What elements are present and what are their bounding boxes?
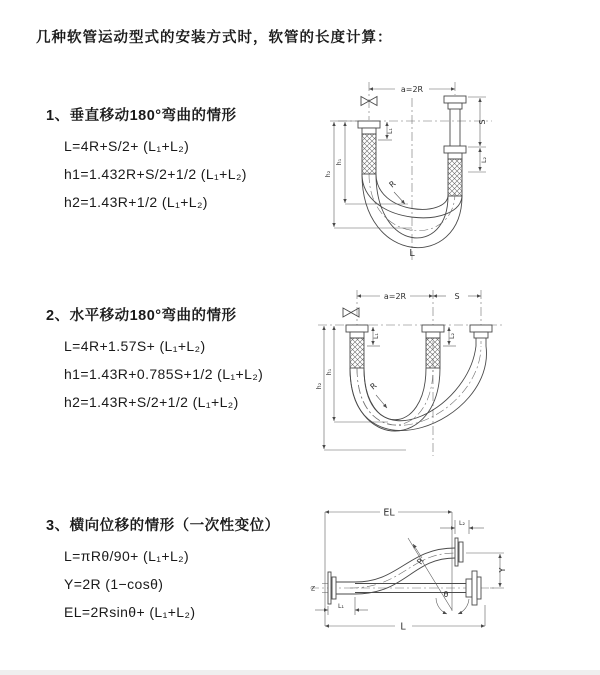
d1-top-dimension xyxy=(369,85,455,94)
d1-h2-label: h₂ xyxy=(325,170,332,178)
d3-l2-dimension xyxy=(440,520,484,534)
d2-l1-label: L₁ xyxy=(373,333,380,339)
d1-h1-label: h₁ xyxy=(336,158,343,166)
scan-edge xyxy=(0,670,600,675)
d3-theta-label: θ xyxy=(443,590,449,599)
d2-r-label: R xyxy=(368,381,379,392)
section-2-formula-h1: h1=1.43R+0.785S+1/2 (L₁+L₂) xyxy=(64,366,264,382)
braided-hose-section xyxy=(350,338,364,368)
d2-h1-label: h₁ xyxy=(326,368,333,376)
section-3 xyxy=(36,514,321,632)
d3-y-label: Y xyxy=(498,567,507,573)
diagram-horizontal-180-bend xyxy=(310,282,600,460)
section-1-formula-h1: h1=1.432R+S/2+1/2 (L₁+L₂) xyxy=(64,166,247,182)
section-3-formula-EL: EL=2Rsinθ+ (L₁+L₂) xyxy=(64,604,196,620)
d3-r-label: R xyxy=(415,556,426,567)
d1-right-dimensions xyxy=(468,97,488,172)
d3-l1-dimension xyxy=(315,597,368,615)
d3-l1-label: L₁ xyxy=(338,603,344,610)
d3-upper-flange xyxy=(455,538,463,566)
diagram-vertical-180-bend xyxy=(312,76,598,262)
d2-s-label: S xyxy=(454,292,460,301)
diagram-lateral-displacement xyxy=(300,498,598,650)
braided-hose-section xyxy=(426,338,440,368)
section-3-formula-L: L=πRθ/90+ (L₁+L₂) xyxy=(64,548,190,564)
d3-centerline-mark: Z xyxy=(310,585,316,593)
section-2 xyxy=(36,304,321,422)
section-1-formula-L: L=4R+S/2+ (L₁+L₂) xyxy=(64,138,190,154)
d2-left-pipe xyxy=(346,325,368,368)
d2-span-label: a=2R xyxy=(383,292,407,301)
d1-right-pipe xyxy=(444,96,466,196)
d2-middle-pipe xyxy=(422,325,444,368)
d3-el-label: EL xyxy=(383,507,395,519)
d1-l1-label: L₁ xyxy=(387,128,394,134)
d2-l2-label: L₂ xyxy=(449,333,456,339)
d3-radius-callout xyxy=(413,544,426,566)
d3-l2-label: L₂ xyxy=(459,520,465,527)
braided-hose-section xyxy=(448,159,462,196)
d1-span-label: a=2R xyxy=(400,85,424,94)
section-1-formula-h2: h2=1.43R+1/2 (L₁+L₂) xyxy=(64,194,208,210)
d2-centerlines xyxy=(318,290,502,456)
d1-centerlines xyxy=(338,82,492,260)
d1-l2-label: L₂ xyxy=(481,157,488,163)
d3-l-label: L xyxy=(400,621,406,633)
d1-r-label: R xyxy=(387,179,398,190)
page-title: 几种软管运动型式的安装方式时，软管的长度计算： xyxy=(36,30,393,46)
d2-h2-label: h₂ xyxy=(316,382,323,390)
d1-length-label: L xyxy=(409,248,415,259)
d1-s-label: S xyxy=(478,119,487,125)
valve-icon xyxy=(343,308,359,317)
d3-l-dimension xyxy=(325,605,485,633)
d3-hose-s-curve xyxy=(350,548,455,594)
section-1 xyxy=(36,104,321,222)
section-2-heading: 2、水平移动180°弯曲的情形 xyxy=(46,308,237,324)
d1-left-pipe xyxy=(358,121,380,174)
section-2-formula-h2: h2=1.43R+S/2+1/2 (L₁+L₂) xyxy=(64,394,239,410)
d2-top-dimension xyxy=(357,292,481,301)
d3-el-dimension xyxy=(325,508,452,627)
section-2-formula-L: L=4R+1.57S+ (L₁+L₂) xyxy=(64,338,206,354)
section-3-heading: 3、横向位移的情形（一次性变位） xyxy=(46,518,280,534)
braided-hose-section xyxy=(362,134,376,174)
section-3-formula-Y: Y=2R (1−cosθ) xyxy=(64,576,164,592)
section-1-heading: 1、垂直移动180°弯曲的情形 xyxy=(46,108,237,124)
